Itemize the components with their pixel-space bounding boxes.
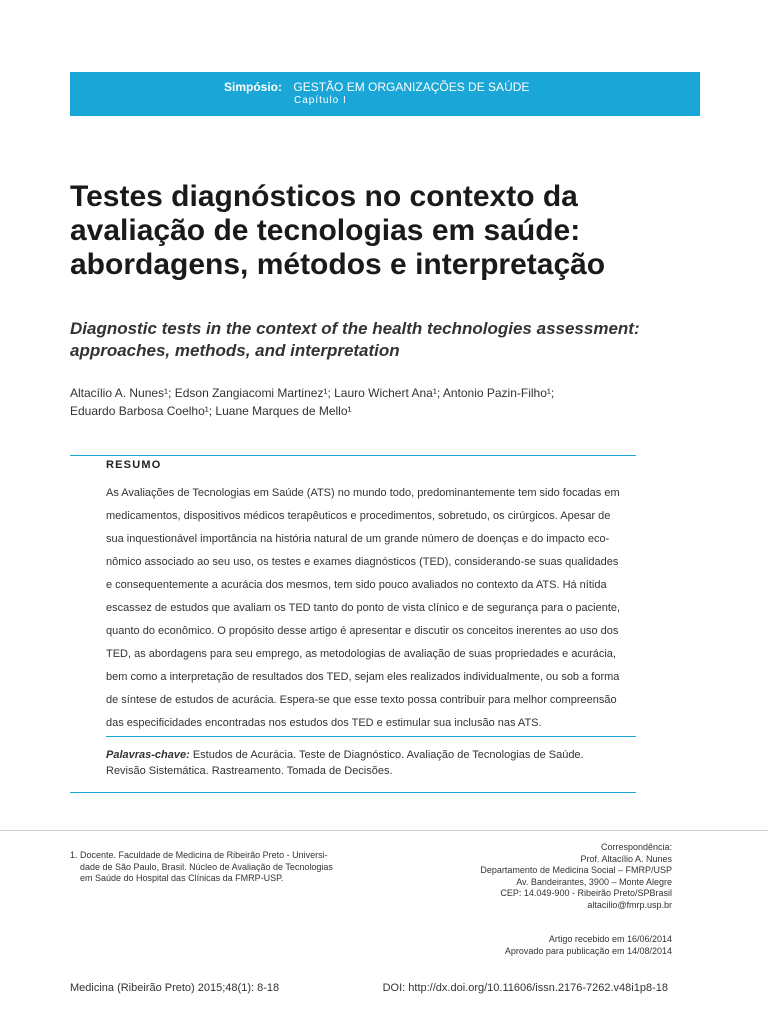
abstract-line: medicamentos, dispositivos médicos terapêuticos e procedimentos, sobretudo, os cirúrgicos. Apesar de xyxy=(106,510,611,522)
received-date: Artigo recebido em 16/06/2014 xyxy=(548,934,672,944)
abstract-top-rule xyxy=(70,455,636,456)
abstract-line: As Avaliações de Tecnologias em Saúde (ATS) no mundo todo, predominantemente tem sido focadas em xyxy=(106,487,620,499)
banner-title: GESTÃO EM ORGANIZAÇÕES DE SAÚDE xyxy=(293,80,530,94)
keywords-text: Estudos de Acurácia. Teste de Diagnóstico. Avaliação de Tecnologias de Saúde. xyxy=(189,749,584,761)
abstract-line: sua inquestionável importância na história natural de um grande número de doenças e do impacto eco- xyxy=(106,533,610,545)
subtitle-line: approaches, methods, and interpretation xyxy=(70,341,400,360)
correspondence-line: Departamento de Medicina Social – FMRP/USP xyxy=(480,865,672,875)
authors-line: Altacílio A. Nunes¹; Edson Zangiacomi Martinez¹; Lauro Wichert Ana¹; Antonio Pazin-Filho¹; xyxy=(70,386,555,400)
correspondence-block xyxy=(480,842,672,911)
abstract-line: TED, as abordagens para seu emprego, as metodologias de avaliação de suas propriedades e acurácia, xyxy=(106,648,616,660)
article-title xyxy=(70,180,670,282)
approved-date: Aprovado para publicação em 14/08/2014 xyxy=(504,945,672,956)
doi-link[interactable]: DOI: http://dx.doi.org/10.11606/issn.2176-7262.v48i1p8-18 xyxy=(382,982,668,994)
keywords-line: Revisão Sistemática. Rastreamento. Tomada de Decisões. xyxy=(106,765,393,777)
abstract-line: quanto do econômico. O propósito desse artigo é apresentar e discutir os conceitos inerentes ao uso dos xyxy=(106,625,619,637)
subtitle-line: Diagnostic tests in the context of the health technologies assessment: xyxy=(70,319,640,338)
title-line: abordagens, métodos e interpretação xyxy=(70,248,606,281)
affiliation-note xyxy=(70,850,370,885)
correspondence-line: Correspondência: xyxy=(600,842,672,852)
authors-line: Eduardo Barbosa Coelho¹; Luane Marques de Mello¹ xyxy=(70,404,352,418)
keywords-block xyxy=(106,747,636,779)
abstract-line: bem como a interpretação de resultados dos TED, sejam eles realizados individualmente, ou sob a forma xyxy=(106,671,620,683)
abstract-heading: RESUMO xyxy=(106,459,162,471)
journal-citation: Medicina (Ribeirão Preto) 2015;48(1): 8-18 xyxy=(70,982,280,994)
abstract-line: das especificidades encontradas nos estudos dos TED e estimular sua inclusão nas ATS. xyxy=(106,717,542,729)
title-line: Testes diagnósticos no contexto da xyxy=(70,180,578,213)
article-english-title xyxy=(70,318,682,362)
banner-chapter: Capítulo I xyxy=(294,95,347,106)
abstract-line: escassez de estudos que avaliam os TED tanto do ponto de vista clínico e de segurança para o paciente, xyxy=(106,602,621,614)
keywords-label: Palavras-chave: xyxy=(106,749,190,761)
footnote-divider xyxy=(0,830,768,831)
banner-label: Simpósio: xyxy=(224,80,283,94)
symposium-banner xyxy=(70,72,700,116)
abstract-bottom-rule xyxy=(70,792,636,793)
abstract-line: de síntese de estudos de acurácia. Espera-se que esse texto possa contribuir para melhor compreensão xyxy=(106,694,617,706)
keywords-line xyxy=(106,747,636,763)
affiliation-line: em Saúde do Hospital das Clínicas da FMRP-USP. xyxy=(80,873,284,883)
abstract-line: e consequentemente a acurácia dos mesmos, tem sido pouco avaliados no contexto da ATS. Há nítida xyxy=(106,579,607,591)
article-dates xyxy=(505,934,672,957)
correspondence-line: CEP: 14.049-900 - Ribeirão Preto/SPBrasil xyxy=(500,888,672,898)
correspondence-email[interactable]: altacilio@fmrp.usp.br xyxy=(587,899,672,910)
affiliation-line: dade de São Paulo, Brasil. Núcleo de Avaliação de Tecnologias xyxy=(80,861,333,872)
keywords-rule xyxy=(106,736,636,737)
abstract-body xyxy=(106,482,636,735)
correspondence-line: Av. Bandeirantes, 3900 – Monte Alegre xyxy=(516,876,672,887)
banner-row xyxy=(224,80,529,94)
correspondence-line: Prof. Altacílio A. Nunes xyxy=(580,853,672,864)
affiliation-line: 1. Docente. Faculdade de Medicina de Ribeirão Preto - Universi- xyxy=(70,850,328,860)
author-list xyxy=(70,384,690,420)
abstract-line: nômico associado ao seu uso, os testes e exames diagnósticos (TED), considerando-se suas qualidades xyxy=(106,556,619,568)
title-line: avaliação de tecnologias em saúde: xyxy=(70,214,581,247)
